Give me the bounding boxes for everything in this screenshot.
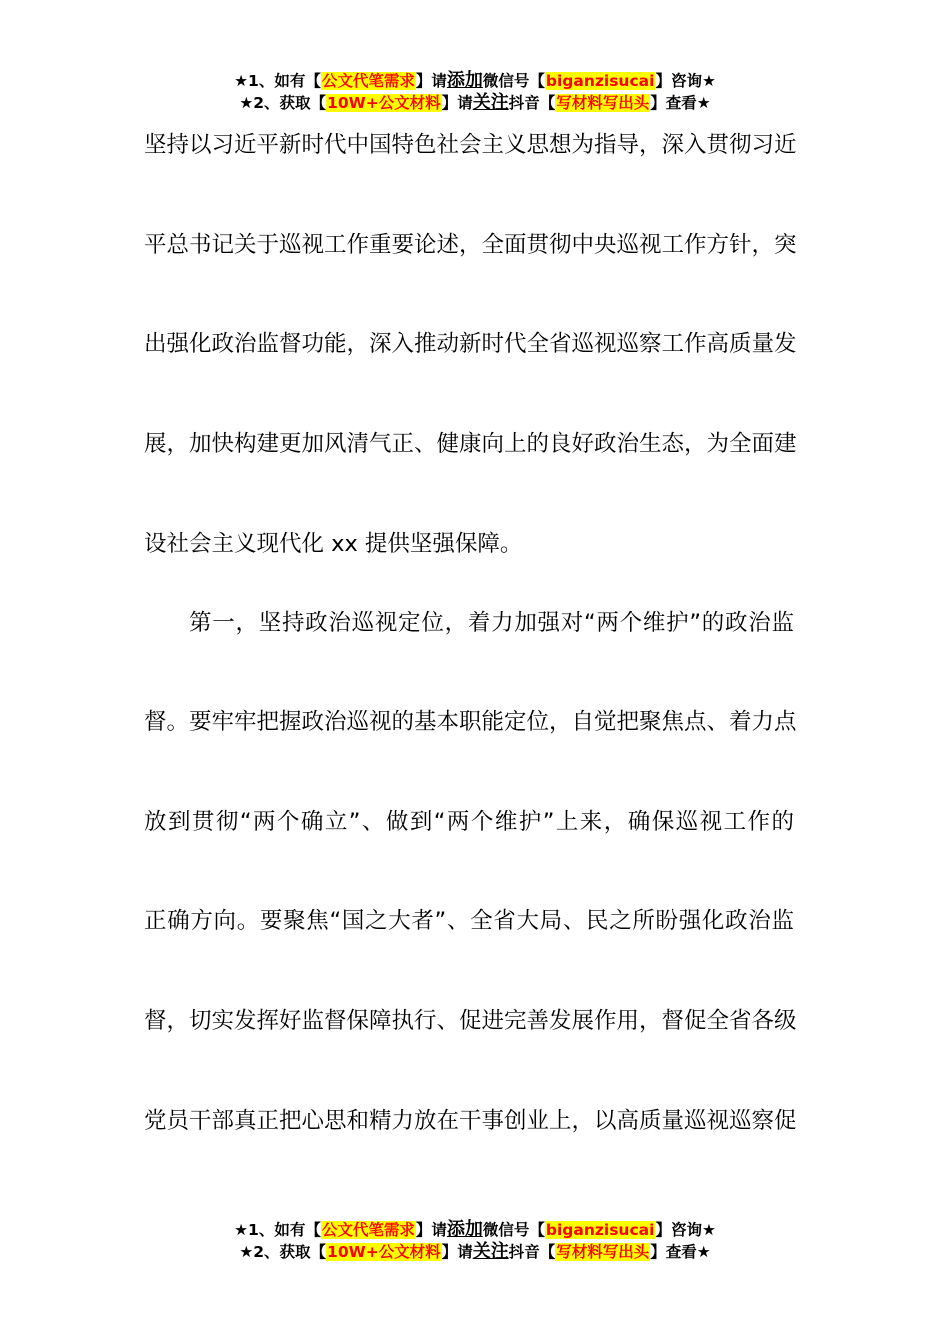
banner-line-2: ★2、获取【10W+公文材料】请关注抖音【写材料写出头】查看★ [239,1241,711,1262]
paragraph-line: 督。要牢牢把握政治巡视的基本职能定位，自觉把聚焦点、着力点 [144,709,797,735]
highlight-wechat-id: biganzisucai [545,72,655,90]
paragraph-line: 平总书记关于巡视工作重要论述，全面贯彻中央巡视工作方针，突 [144,232,797,258]
highlight-douyin: 写材料写出头 [556,94,650,112]
paragraph-line: 展，加快构建更加风清气正、健康向上的良好政治生态，为全面建 [144,431,797,457]
highlight-douyin: 写材料写出头 [556,1243,650,1261]
footer-banner [0,1219,950,1263]
highlight-materials: 10W+公文材料 [327,94,441,112]
paragraph-line: 坚持以习近平新时代中国特色社会主义思想为指导，深入贯彻习近 [144,132,797,158]
header-banner [0,70,950,114]
highlight-service: 公文代笔需求 [321,72,415,90]
paragraph-line: 出强化政治监督功能，深入推动新时代全省巡视巡察工作高质量发 [144,331,797,357]
highlight-wechat-id: biganzisucai [545,1221,655,1239]
paragraph-line: 设社会主义现代化 xx 提供坚强保障。 [144,531,523,557]
banner-line-2: ★2、获取【10W+公文材料】请关注抖音【写材料写出头】查看★ [239,92,711,113]
paragraph-line: 放到贯彻“两个确立”、做到“两个维护”上来，确保巡视工作的 [144,809,794,835]
banner-line-1: ★1、如有【公文代笔需求】请添加微信号【biganzisucai】咨询★ [234,1219,716,1240]
banner-line-1: ★1、如有【公文代笔需求】请添加微信号【biganzisucai】咨询★ [234,70,716,91]
paragraph-line: 党员干部真正把心思和精力放在干事创业上，以高质量巡视巡察促 [144,1108,797,1134]
paragraph-line: 督，切实发挥好监督保障执行、促进完善发展作用，督促全省各级 [144,1008,797,1034]
paragraph-line: 正确方向。要聚焦“国之大者”、全省大局、民之所盼强化政治监 [144,908,794,934]
highlight-service: 公文代笔需求 [321,1221,415,1239]
paragraph-line: 第一，坚持政治巡视定位，着力加强对“两个维护”的政治监 [189,610,794,636]
highlight-materials: 10W+公文材料 [327,1243,441,1261]
